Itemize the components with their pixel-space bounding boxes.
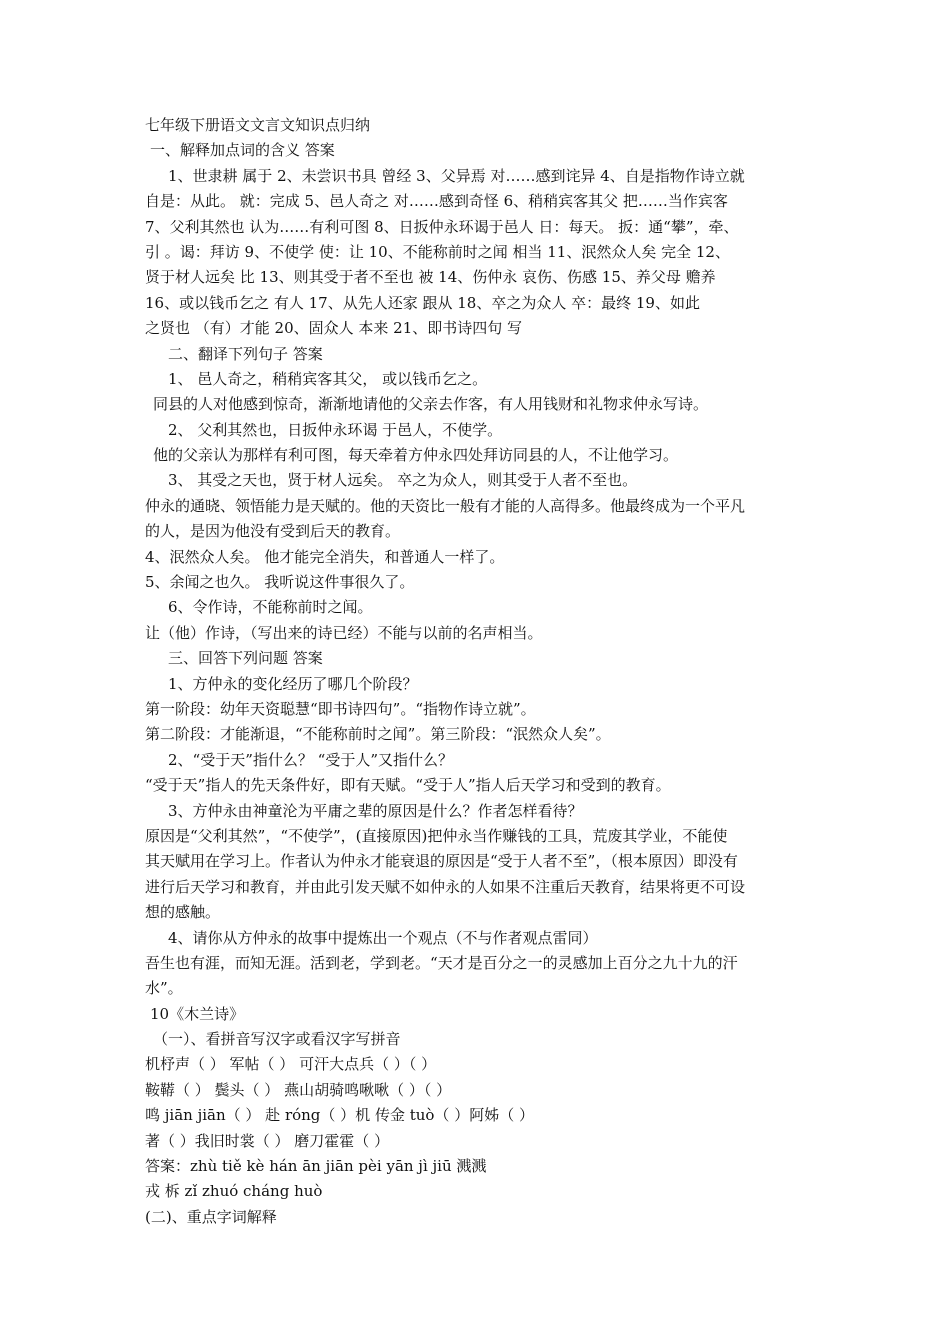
text-line: 吾生也有涯，而知无涯。活到老，学到老。“天才是百分之一的灵感加上百分之九十九的汗 [145, 953, 738, 972]
text-line: 鸣 jiān jiān（ ） 赴 róng（ ）机 传金 tuò（ ）阿姊（ ） [145, 1106, 534, 1125]
text-line: 7、父利其然也 认为……有利可图 8、日扳仲永环谒于邑人 日：每天。 扳：通“攀”，牵、 [145, 217, 739, 236]
text-line: 第二阶段：才能渐退，“不能称前时之闻”。第三阶段：“泯然众人矣”。 [145, 725, 611, 744]
text-line: 他的父亲认为那样有利可图，每天牵着方仲永四处拜访同县的人，不让他学习。 [153, 446, 679, 465]
text-line: 3、 其受之天也，贤于材人远矣。 卒之为众人，则其受于人者不至也。 [168, 471, 638, 490]
text-line: 之贤也 （有）才能 20、固众人 本来 21、即书诗四句 写 [145, 319, 523, 338]
text-line: 2、 父利其然也，日扳仲永环谒 于邑人，不使学。 [168, 420, 503, 439]
text-line: 一、解释加点词的含义 答案 [150, 141, 335, 160]
text-line: 七年级下册语文文言文知识点归纳 [145, 116, 371, 134]
text-line: 1、 邑人奇之，稍稍宾客其父， 或以钱币乞之。 [168, 369, 488, 388]
text-line: 的人，是因为他没有受到后天的教育。 [145, 522, 401, 541]
text-line: 2、“受于天”指什么？ “受于人”又指什么？ [168, 750, 453, 769]
text-line: 第一阶段：幼年天资聪慧“即书诗四句”。“指物作诗立就”。 [145, 699, 536, 718]
text-line: 引 。谒：拜访 9、不使学 使：让 10、不能称前时之闻 相当 11、泯然众人矣 完全 12、 [145, 242, 730, 261]
text-line: 三、回答下列问题 答案 [168, 649, 323, 668]
text-line: 鞍鞯（ ） 鬓头（ ） 燕山胡骑鸣啾啾（ ）（ ） [145, 1080, 452, 1099]
text-line: 同县的人对他感到惊奇，渐渐地请他的父亲去作客，有人用钱财和礼物求仲永写诗。 [153, 395, 709, 414]
text-line: 让（他）作诗，（写出来的诗已经）不能与以前的名声相当。 [145, 623, 543, 642]
document-page [145, 113, 813, 1230]
text-line: “受于天”指人的先天条件好，即有天赋。“受于人”指人后天学习和受到的教育。 [145, 776, 671, 795]
text-line: 4、请你从方仲永的故事中提炼出一个观点（不与作者观点雷同） [168, 928, 598, 947]
text-line: 10《木兰诗》 [150, 1004, 245, 1023]
text-line: 3、方仲永由神童沦为平庸之辈的原因是什么？作者怎样看待？ [168, 801, 583, 820]
text-line: 原因是“父利其然”，“不使学”，(直接原因)把仲永当作赚钱的工具，荒废其学业，不能使 [145, 826, 728, 845]
text-line: 水”。 [145, 979, 183, 998]
text-line: （一）、看拼音写汉字或看汉字写拼音 [153, 1030, 401, 1049]
text-line: 机杼声（ ） 军帖（ ） 可汗大点兵（ ）（ ） [145, 1055, 437, 1074]
text-line: 1、世隶耕 属于 2、未尝识书具 曾经 3、父异焉 对……感到诧异 4、自是指物作诗立就 [168, 166, 745, 185]
text-line: 答案：zhù tiě kè hán ān jiān pèi yān jì jiū 溅溅 [145, 1157, 487, 1176]
text-line: 仲永的通晓、领悟能力是天赋的。他的天资比一般有才能的人高得多。他最终成为一个平凡 [145, 496, 746, 515]
text-line: 其天赋用在学习上。作者认为仲永才能衰退的原因是“受于人者不至”，（根本原因）即没有 [145, 852, 738, 871]
text-line: 自是：从此。 就：完成 5、邑人奇之 对……感到奇怪 6、稍稍宾客其父 把……当作宾客 [145, 192, 728, 211]
text-line: 1、方仲永的变化经历了哪几个阶段？ [168, 674, 418, 693]
text-line: 贤于材人远矣 比 13、则其受于者不至也 被 14、伤仲永 哀伤、伤感 15、养父母 赡养 [145, 268, 716, 287]
text-line: 4、泯然众人矣。 他才能完全消失，和普通人一样了。 [145, 547, 505, 566]
text-line: 6、令作诗，不能称前时之闻。 [168, 598, 373, 617]
text-line: 进行后天学习和教育，并由此引发天赋不如仲永的人如果不注重后天教育，结果将更不可设 [145, 877, 746, 896]
text-line: 著（ ）我旧时裳（ ） 磨刀霍霍（ ） [145, 1131, 390, 1150]
text-line: 16、或以钱币乞之 有人 17、从先人还家 跟从 18、卒之为众人 卒：最终 19、如此 [145, 293, 700, 312]
text-line: (二)、重点字词解释 [145, 1207, 277, 1226]
text-line: 戎 柝 zǐ zhuó cháng huò [145, 1182, 323, 1201]
text-line: 二、翻译下列句子 答案 [168, 344, 323, 363]
text-line: 5、余闻之也久。 我听说这件事很久了。 [145, 573, 415, 592]
text-line: 想的感触。 [145, 903, 221, 922]
